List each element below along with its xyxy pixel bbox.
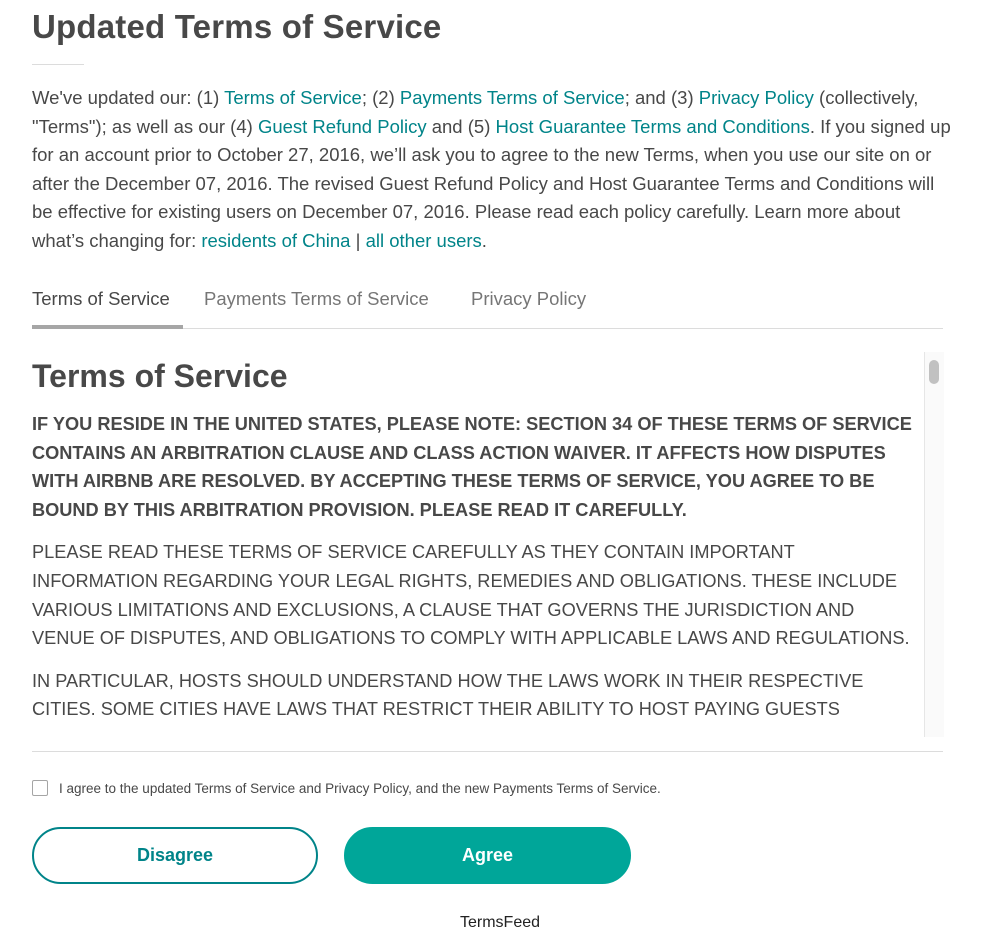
payments-terms-link[interactable]: Payments Terms of Service — [399, 87, 625, 108]
footer-brand: TermsFeed — [459, 914, 541, 931]
page-title: Updated Terms of Service — [32, 8, 442, 45]
terms-scroll-area[interactable] — [32, 352, 944, 737]
disagree-button[interactable]: Disagree — [32, 827, 318, 884]
intro-paragraph — [32, 84, 952, 256]
all-other-users-link[interactable]: all other users — [365, 229, 482, 251]
privacy-policy-link[interactable]: Privacy Policy — [698, 87, 814, 108]
tab-privacy-policy[interactable]: Privacy Policy — [471, 288, 587, 309]
terms-heading: Terms of Service — [32, 358, 288, 394]
scrollbar[interactable] — [924, 352, 944, 737]
tab-payments-terms[interactable]: Payments Terms of Service — [204, 288, 429, 309]
intro-text: and (5) — [426, 115, 496, 137]
agree-checkbox[interactable] — [32, 780, 48, 796]
agree-checkbox-label[interactable]: I agree to the updated Terms of Service and Privacy Policy, and the new Payments Terms of Service. — [59, 780, 661, 796]
arbitration-notice: IF YOU RESIDE IN THE UNITED STATES, PLEASE NOTE: SECTION 34 OF THESE TERMS OF SERVICE CONTAINS AN ARBITRATION CLAUSE AND CLASS ACTION WAIVER. IT AFFECTS HOW DISPUTES WITH AIRBNB ARE RESOLVED. BY ACCEPTING THESE TERMS OF SERVICE, YOU AGREE TO BE BOUND BY THIS ARBITRATION PROVISION. PLEASE READ IT CAREFULLY. — [32, 414, 912, 520]
terms-paragraph: PLEASE READ THESE TERMS OF SERVICE CAREFULLY AS THEY CONTAIN IMPORTANT INFORMATION REGARDING YOUR LEGAL RIGHTS, REMEDIES AND OBLIGATIONS. THESE INCLUDE VARIOUS LIMITATIONS AND EXCLUSIONS, A CLAUSE THAT GOVERNS THE JURISDICTION AND VENUE OF DISPUTES, AND OBLIGATIONS TO COMPLY WITH APPLICABLE LAWS AND REGULATIONS. — [32, 542, 910, 649]
intro-text: ; and (3) — [624, 87, 699, 108]
agree-button[interactable]: Agree — [344, 827, 631, 884]
content-divider — [32, 751, 943, 752]
link-separator: | — [350, 229, 366, 251]
tab-terms-of-service[interactable]: Terms of Service — [32, 288, 170, 309]
title-divider — [32, 64, 84, 65]
terms-of-service-link[interactable]: Terms of Service — [224, 87, 362, 108]
intro-text: ; (2) — [361, 87, 400, 108]
intro-text: We've updated our: (1) — [32, 87, 225, 108]
terms-paragraph: IN PARTICULAR, HOSTS SHOULD UNDERSTAND HOW THE LAWS WORK IN THEIR RESPECTIVE CITIES. SOME CITIES HAVE LAWS THAT RESTRICT THEIR ABILITY TO HOST PAYING GUESTS — [32, 670, 864, 720]
intro-text: (collectively, "Terms"); as well as our (4) — [32, 87, 919, 137]
guest-refund-policy-link[interactable]: Guest Refund Policy — [257, 115, 427, 137]
agreement-row — [32, 778, 661, 798]
policy-tabs — [32, 284, 943, 329]
scrollbar-thumb[interactable] — [929, 360, 939, 384]
intro-text: . — [481, 229, 487, 251]
residents-of-china-link[interactable]: residents of China — [201, 229, 351, 251]
terms-content — [32, 352, 922, 724]
active-tab-indicator — [32, 325, 183, 329]
intro-text: . If you signed up for an account prior to October 27, 2016, we’ll ask you to agree to the new Terms, when you use our site on or after the December 07, 2016. The revised Guest Refund Policy and Host Guarantee Terms and Conditions will be effective for existing users on December 07, 2016. Please read each policy carefully. Learn more about what’s changing for: — [32, 115, 951, 251]
host-guarantee-link[interactable]: Host Guarantee Terms and Conditions — [495, 115, 810, 137]
